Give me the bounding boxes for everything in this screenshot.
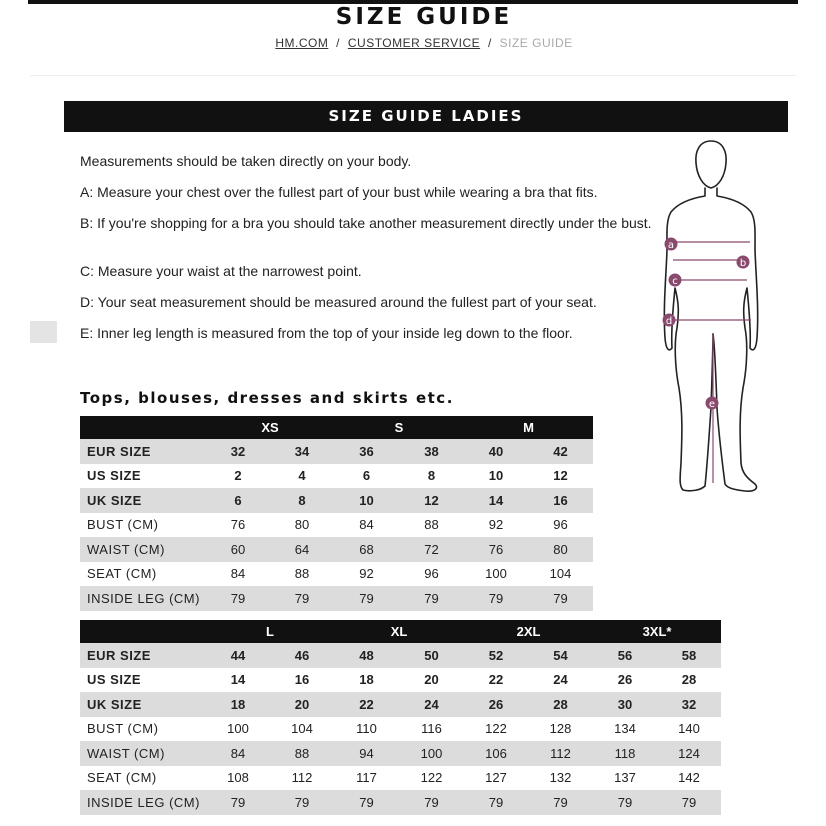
table-cell: 12 [399,488,464,513]
table-cell: 20 [399,668,464,693]
row-label: WAIST (CM) [80,537,206,562]
table-cell: 64 [270,537,334,562]
table-cell: 2 [206,464,270,489]
table-cell: 79 [206,586,270,611]
instruction-c: C: Measure your waist at the narrowest point. [80,263,362,279]
figure-head [696,141,726,188]
instruction-e: E: Inner leg length is measured from the top of your inside leg down to the floor. [80,325,573,341]
table-cell: 8 [270,488,334,513]
table-cell: 80 [528,537,593,562]
table-row [80,741,721,766]
table-cell: 79 [270,790,334,815]
table-cell: 84 [206,562,270,587]
table-cell: 20 [270,692,334,717]
table-cell: 79 [464,790,528,815]
header-divider [30,75,796,76]
table-row [80,643,721,668]
row-label: BUST (CM) [80,717,206,742]
table-cell: 117 [334,766,399,791]
row-label: SEAT (CM) [80,766,206,791]
table-cell: 16 [270,668,334,693]
table-header-row [80,620,721,643]
table-cell: 137 [593,766,657,791]
table-cell: 48 [334,643,399,668]
table-cell: 38 [399,439,464,464]
marker-label-d: d [665,316,673,327]
table-row [80,537,593,562]
table-cell: 104 [270,717,334,742]
row-label: EUR SIZE [80,643,206,668]
table-cell: 96 [399,562,464,587]
instruction-b: B: If you're shopping for a bra you should take another measurement directly under the bust. [80,215,652,231]
marker-label-a: a [667,240,675,251]
table-cell: 18 [206,692,270,717]
table-cell: 32 [206,439,270,464]
table-cell: 79 [464,586,528,611]
table-cell: 16 [528,488,593,513]
row-label: UK SIZE [80,692,206,717]
instruction-a: A: Measure your chest over the fullest part of your bust while wearing a bra that fits. [80,184,598,200]
table-cell: 140 [657,717,721,742]
table-cell: 4 [270,464,334,489]
side-tab[interactable] [30,321,57,343]
table-cell: 124 [657,741,721,766]
instruction-d: D: Your seat measurement should be measured around the fullest part of your seat. [80,294,597,310]
table-cell: 6 [334,464,399,489]
header-spacer [80,416,206,439]
table-cell: 6 [206,488,270,513]
table-row [80,464,593,489]
table-cell: 28 [528,692,593,717]
table-cell: 127 [464,766,528,791]
table-row [80,717,721,742]
table-cell: 50 [399,643,464,668]
table-row [80,586,593,611]
size-group-xs: XS [206,416,334,439]
row-label: WAIST (CM) [80,741,206,766]
table-cell: 106 [464,741,528,766]
table-cell: 79 [593,790,657,815]
table-cell: 108 [206,766,270,791]
table-cell: 22 [464,668,528,693]
table-cell: 30 [593,692,657,717]
page-title: SIZE GUIDE [335,4,513,30]
row-label: US SIZE [80,464,206,489]
table-cell: 32 [657,692,721,717]
table-row [80,439,593,464]
table-header-row [80,416,593,439]
table-row [80,562,593,587]
instruction-intro: Measurements should be taken directly on your body. [80,153,412,169]
table-row [80,766,721,791]
size-table-1 [80,416,593,611]
table-cell: 28 [657,668,721,693]
table-cell: 26 [593,668,657,693]
table-cell: 122 [464,717,528,742]
table-cell: 79 [528,790,593,815]
table-cell: 100 [464,562,528,587]
table-cell: 44 [206,643,270,668]
table-cell: 14 [206,668,270,693]
row-label: INSIDE LEG (CM) [80,586,206,611]
row-label: SEAT (CM) [80,562,206,587]
table-title: Tops, blouses, dresses and skirts etc. [80,389,454,407]
size-group-l: L [206,620,334,643]
table-cell: 92 [334,562,399,587]
table-row [80,692,721,717]
breadcrumb-current: SIZE GUIDE [499,36,573,50]
table-row [80,513,593,538]
table-cell: 72 [399,537,464,562]
table-cell: 42 [528,439,593,464]
body-measurement-figure [655,138,770,498]
marker-label-b: b [739,258,747,269]
table-cell: 94 [334,741,399,766]
table-cell: 134 [593,717,657,742]
table-cell: 8 [399,464,464,489]
table-cell: 24 [528,668,593,693]
breadcrumb-link-customer-service[interactable]: CUSTOMER SERVICE [347,36,481,50]
size-group-s: S [334,416,464,439]
table-cell: 96 [528,513,593,538]
table-cell: 79 [528,586,593,611]
row-label: BUST (CM) [80,513,206,538]
table-cell: 80 [270,513,334,538]
table-cell: 58 [657,643,721,668]
table-cell: 18 [334,668,399,693]
table-row [80,668,721,693]
table-cell: 92 [464,513,528,538]
marker-label-e: e [708,399,716,410]
table-cell: 84 [206,741,270,766]
table-cell: 112 [270,766,334,791]
section-header: SIZE GUIDE LADIES [64,101,788,132]
size-group-2xl: 2XL [464,620,593,643]
breadcrumb-link-home[interactable]: HM.COM [275,36,329,50]
table-cell: 46 [270,643,334,668]
table-cell: 79 [399,586,464,611]
table-cell: 60 [206,537,270,562]
table-cell: 128 [528,717,593,742]
table-cell: 88 [399,513,464,538]
table-cell: 100 [206,717,270,742]
table-cell: 10 [334,488,399,513]
row-label: INSIDE LEG (CM) [80,790,206,815]
table-row [80,488,593,513]
table-cell: 100 [399,741,464,766]
table-cell: 84 [334,513,399,538]
table-cell: 79 [399,790,464,815]
table-cell: 56 [593,643,657,668]
table-cell: 12 [528,464,593,489]
size-group-xl: XL [334,620,464,643]
table-cell: 54 [528,643,593,668]
table-cell: 76 [464,537,528,562]
breadcrumb-separator: / [487,36,492,50]
size-table-2 [80,620,721,815]
marker-label-c: c [672,276,678,287]
breadcrumb [0,36,826,50]
table-cell: 68 [334,537,399,562]
table-cell: 132 [528,766,593,791]
size-group-m: M [464,416,593,439]
table-cell: 52 [464,643,528,668]
table-cell: 88 [270,741,334,766]
table-cell: 116 [399,717,464,742]
table-cell: 22 [334,692,399,717]
table-cell: 79 [206,790,270,815]
table-cell: 79 [270,586,334,611]
table-cell: 142 [657,766,721,791]
table-cell: 79 [334,586,399,611]
table-cell: 110 [334,717,399,742]
table-cell: 14 [464,488,528,513]
table-cell: 79 [657,790,721,815]
table-cell: 118 [593,741,657,766]
table-cell: 40 [464,439,528,464]
table-cell: 36 [334,439,399,464]
row-label: EUR SIZE [80,439,206,464]
table-row [80,790,721,815]
row-label: US SIZE [80,668,206,693]
breadcrumb-separator: / [336,36,341,50]
header-spacer [80,620,206,643]
table-cell: 79 [334,790,399,815]
table-cell: 122 [399,766,464,791]
table-cell: 112 [528,741,593,766]
table-cell: 24 [399,692,464,717]
table-cell: 10 [464,464,528,489]
size-group-3xl: 3XL* [593,620,721,643]
row-label: UK SIZE [80,488,206,513]
table-cell: 34 [270,439,334,464]
table-cell: 26 [464,692,528,717]
table-cell: 88 [270,562,334,587]
table-cell: 104 [528,562,593,587]
table-cell: 76 [206,513,270,538]
